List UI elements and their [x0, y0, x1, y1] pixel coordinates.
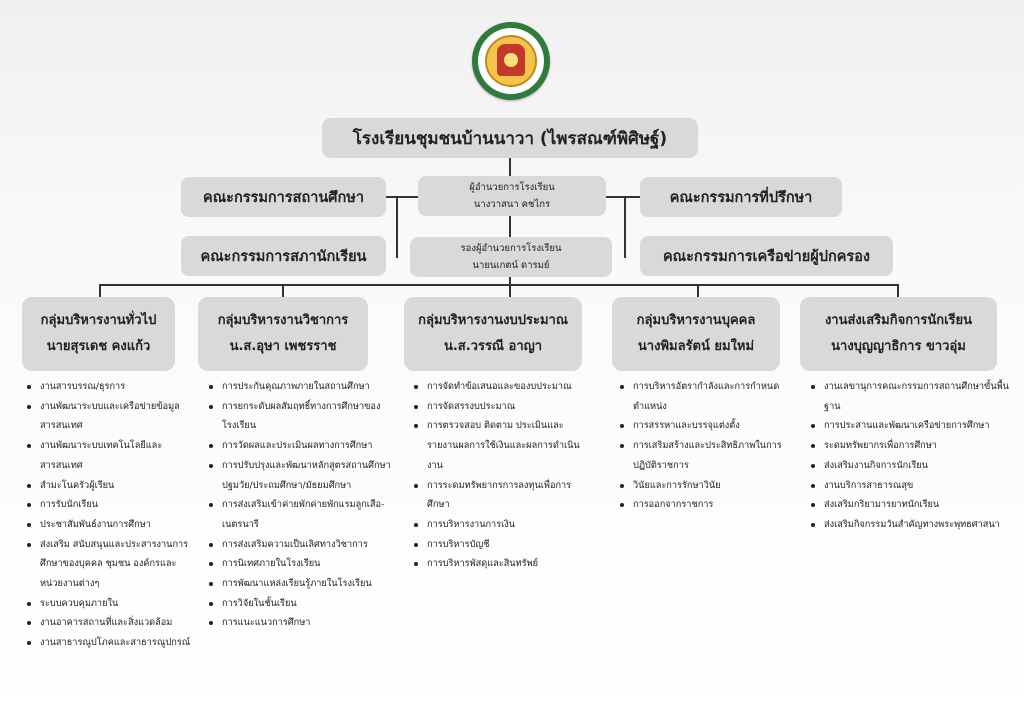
list-item: ฐาน: [824, 400, 841, 412]
group-general-admin: [22, 297, 175, 371]
list-item: การแนะแนวการศึกษา: [208, 613, 391, 633]
task-list-budget: [413, 377, 580, 574]
group-head: นายสุรเดช คงแก้ว: [46, 339, 151, 354]
connector-drop-2: [282, 284, 284, 298]
connector-drop-3: [509, 284, 511, 298]
deputy-role: รองผู้อำนวยการโรงเรียน: [460, 243, 562, 254]
list-item: ปฐมวัย/ประถมศึกษา/มัธยมศึกษา: [222, 479, 352, 491]
group-budget: [404, 297, 582, 371]
group-student-affairs: [800, 297, 997, 371]
connector-drop-5: [897, 284, 899, 298]
group-title: กลุ่มบริหารงานวิชาการ: [217, 313, 349, 328]
list-item: การปรับปรุงและพัฒนาหลักสูตรสถานศึกษา: [208, 456, 391, 476]
connector-drop-4: [697, 284, 699, 298]
list-item: ส่งเสริม สนับสนุนและประสารงานการ: [26, 535, 190, 555]
list-item: การเสริมสร้างและประสิทธิภาพในการ: [619, 436, 782, 456]
logo-emblem-center: [504, 53, 518, 67]
list-item: การสรรหาและบรรจุแต่งตั้ง: [619, 416, 782, 436]
task-list-student-affairs: [810, 377, 1009, 535]
list-item: ศึกษา: [427, 499, 450, 511]
list-item: การประกันคุณภาพภายในสถานศึกษา: [208, 377, 391, 397]
group-personnel: [612, 297, 780, 371]
deputy-box: [410, 237, 612, 277]
connector-left-vertical: [396, 196, 398, 258]
connector-horizontal-bar: [99, 284, 899, 286]
list-item: ส่งเสริมกริยามารยาทนักเรียน: [810, 495, 1009, 515]
list-item: เนตรนารี: [222, 518, 259, 530]
list-item: ส่งเสริมกิจกรรมวันสำคัญทางพระพุทธศาสนา: [810, 515, 1009, 535]
list-item: งานสาธารณูปโภคและสาธารณูปกรณ์: [26, 633, 190, 653]
school-board-committee: คณะกรรมการสถานศึกษา: [181, 177, 386, 217]
list-item: ระดมทรัพยากรเพื่อการศึกษา: [810, 436, 1009, 456]
list-item: งาน: [427, 459, 443, 471]
list-item: การวัดผลและประเมินผลทางการศึกษา: [208, 436, 391, 456]
list-item: สำมะโนครัวผู้เรียน: [26, 476, 190, 496]
list-item: การออกจากราชการ: [619, 495, 782, 515]
list-item: ศึกษาของบุคคล ชุมชน องค์กรและ: [40, 558, 177, 570]
list-item: วินัยและการรักษาวินัย: [619, 476, 782, 496]
list-item: งานอาคารสถานที่และสิ่งแวดล้อม: [26, 613, 190, 633]
task-list-personnel: [619, 377, 782, 515]
task-list-general-admin: [26, 377, 190, 653]
connector-drop-1: [99, 284, 101, 298]
list-item: การบริหารอัตรากำลังและการกำหนด: [619, 377, 782, 397]
connector-director-right: [606, 196, 640, 198]
list-item: หน่วยงานต่างๆ: [40, 578, 100, 590]
list-item: งานบริการสาธารณสุข: [810, 476, 1009, 496]
list-item: การพัฒนาแหล่งเรียนรู้ภายในโรงเรียน: [208, 574, 391, 594]
list-item: การบริหารพัสดุและสินทรัพย์: [413, 554, 580, 574]
list-item: โรงเรียน: [222, 420, 257, 432]
list-item: การนิเทศภายในโรงเรียน: [208, 554, 391, 574]
group-head: นางพิมลรัตน์ ยมใหม่: [637, 339, 755, 354]
advisory-committee: คณะกรรมการที่ปรึกษา: [640, 177, 842, 217]
school-name-title: โรงเรียนชุมชนบ้านนาวา (ไพรสณฑ์พิศิษฐ์): [322, 118, 698, 158]
list-item: งานพัฒนาระบบเทคโนโลยีและ: [26, 436, 190, 456]
student-council-committee: คณะกรรมการสภานักเรียน: [181, 236, 386, 276]
list-item: งานเลขานุการคณะกรรมการสถานศึกษาขั้นพื้น: [810, 377, 1009, 397]
list-item: การบริหารบัญชี: [413, 535, 580, 555]
list-item: การตรวจสอบ ติดตาม ประเมินและ: [413, 416, 580, 436]
list-item: การยกระดับผลสัมฤทธิ์ทางการศึกษาของ: [208, 397, 391, 417]
parent-network-committee: คณะกรรมการเครือข่ายผู้ปกครอง: [640, 236, 893, 276]
group-title: งานส่งเสริมกิจการนักเรียน: [824, 313, 973, 328]
deputy-name: นายนเกตน์ ดารมย์: [472, 260, 550, 271]
list-item: การบริหารงานการเงิน: [413, 515, 580, 535]
connector-director-deputy: [509, 216, 511, 238]
list-item: ประชาสัมพันธ์งานการศึกษา: [26, 515, 190, 535]
list-item: สารสนเทศ: [40, 459, 83, 471]
list-item: การรับนักเรียน: [26, 495, 190, 515]
group-title: กลุ่มบริหารงานบุคคล: [636, 313, 756, 328]
group-head: น.ส.อุษา เพชรราช: [229, 339, 337, 354]
list-item: งานพัฒนาระบบและเครือข่ายข้อมูล: [26, 397, 190, 417]
connector-director-left: [386, 196, 418, 198]
group-head: น.ส.วรรณี อาญา: [443, 339, 543, 354]
list-item: ปฏิบัติราชการ: [633, 459, 689, 471]
list-item: การประสานและพัฒนาเครือข่ายการศึกษา: [810, 416, 1009, 436]
director-box: [418, 176, 606, 216]
list-item: การวิจัยในชั้นเรียน: [208, 594, 391, 614]
connector-title-down: [509, 158, 511, 176]
list-item: การระดมทรัพยากรการลงทุนเพื่อการ: [413, 476, 580, 496]
list-item: การส่งเสริมความเป็นเลิศทางวิชาการ: [208, 535, 391, 555]
list-item: ตำแหน่ง: [633, 400, 667, 412]
list-item: รายงานผลการใช้เงินและผลการดำเนิน: [427, 440, 580, 452]
list-item: สารสนเทศ: [40, 420, 83, 432]
list-item: ระบบควบคุมภายใน: [26, 594, 190, 614]
school-logo: [472, 22, 550, 100]
list-item: การจัดสรรงบประมาณ: [413, 397, 580, 417]
connector-right-vertical: [624, 196, 626, 258]
director-role: ผู้อำนวยการโรงเรียน: [469, 182, 555, 193]
list-item: งานสารบรรณ/ธุรการ: [26, 377, 190, 397]
list-item: การจัดทำข้อเสนอและของบประมาณ: [413, 377, 580, 397]
task-list-academic: [208, 377, 391, 633]
group-head: นางบุญญาธิการ ขาวอุ่ม: [831, 339, 966, 354]
list-item: การส่งเสริมเข้าค่ายพักค่ายพักแรมลูกเสือ-: [208, 495, 391, 515]
list-item: ส่งเสริมงานกิจการนักเรียน: [810, 456, 1009, 476]
group-title: กลุ่มบริหารงานทั่วไป: [40, 313, 157, 328]
director-name: นางวาสนา คชไกร: [473, 199, 551, 210]
group-title: กลุ่มบริหารงานงบประมาณ: [418, 313, 568, 328]
group-academic: [198, 297, 368, 371]
